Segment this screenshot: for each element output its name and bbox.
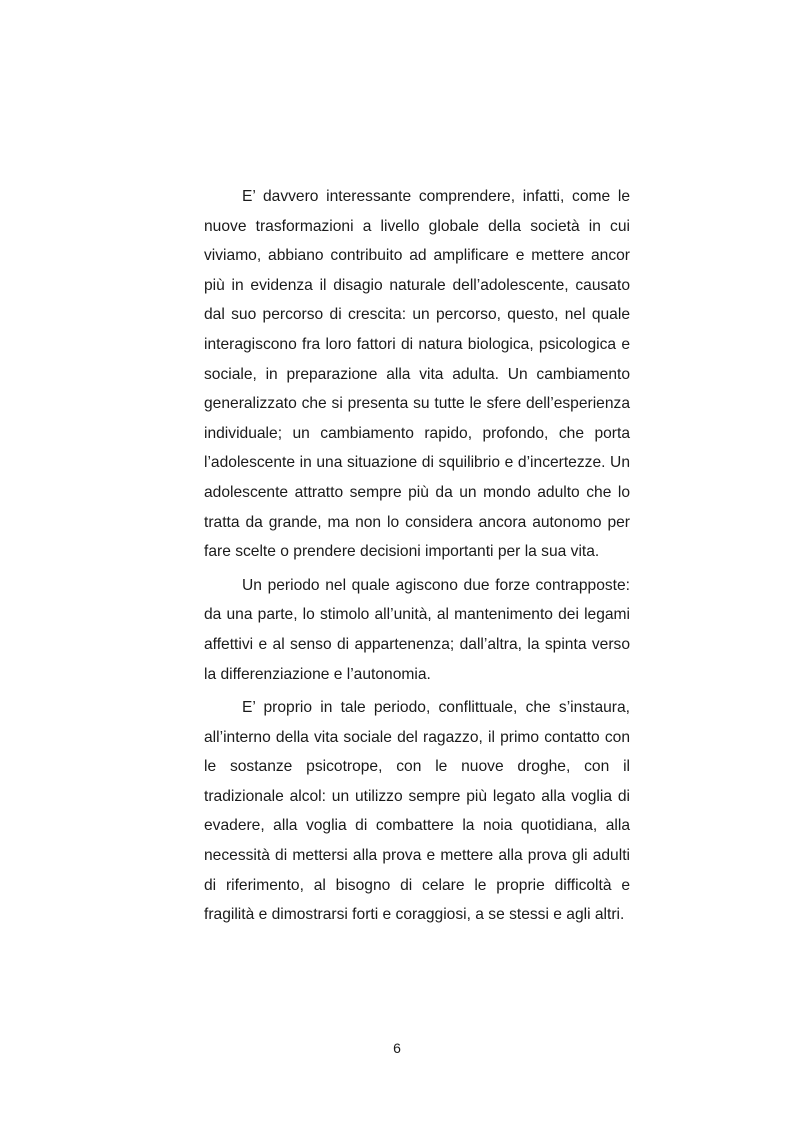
body-text (204, 182, 630, 934)
paragraph-3: E’ proprio in tale periodo, conflittuale, che s’instaura, all’interno della vita sociale del ragazzo, il primo contatto con le sostanze psicotrope, con le nuove droghe, con il tradizionale alcol: un utilizzo sempre più legato alla voglia di evadere, alla voglia di combattere la noia quotidiana, alla necessità di mettersi alla prova e mettere alla prova gli adulti di riferimento, al bisogno di celare le proprie difficoltà e fragilità e dimostrarsi forti e coraggiosi, a se stessi e agli altri. (204, 699, 630, 924)
paragraph-2: Un periodo nel quale agiscono due forze contrapposte: da una parte, lo stimolo all’unità, al mantenimento dei legami affettivi e al senso di appartenenza; dall’altra, la spinta verso la differenziazione e l’autonomia. (204, 576, 630, 683)
paragraph-1: E’ davvero interessante comprendere, infatti, come le nuove trasformazioni a livello globale della società in cui viviamo, abbiano contribuito ad amplificare e mettere ancor più in evidenza il disagio naturale dell’adolescente, causato dal suo percorso di crescita: un percorso, questo, nel quale interagiscono fra loro fattori di natura biologica, psicologica e sociale, in preparazione alla vita adulta. Un cambiamento generalizzato che si presenta su tutte le sfere dell’esperienza individuale; un cambiamento rapido, profondo, che porta l’adolescente in una situazione di squilibrio e d’incertezze. Un adolescente attratto sempre più da un mondo adulto che lo tratta da grande, ma non lo considera ancora autonomo per fare scelte o prendere decisioni importanti per la sua vita. (204, 188, 630, 561)
page-number: 6 (393, 1040, 401, 1056)
